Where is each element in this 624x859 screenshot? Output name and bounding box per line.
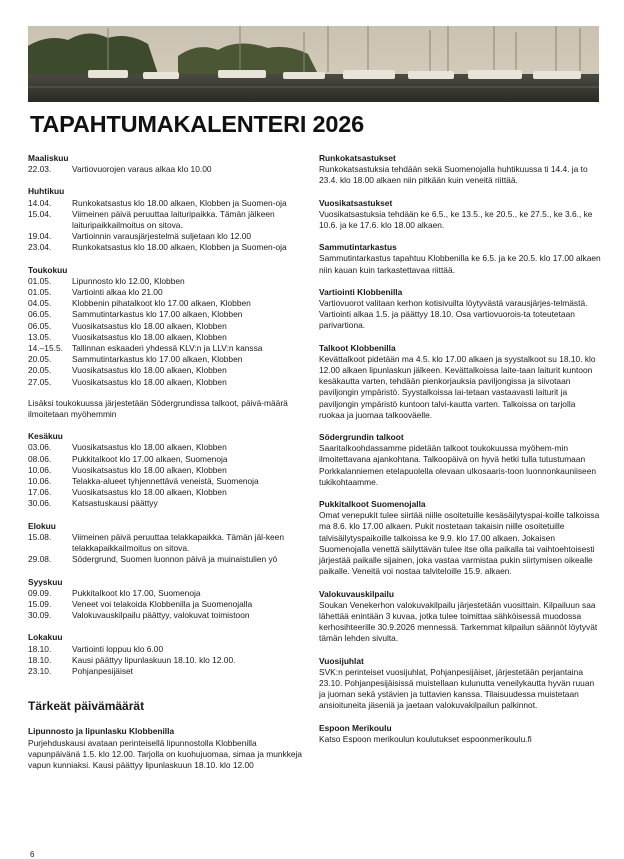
event-text: Pukkitalkoot klo 17.00 alkaen, Suomenoja [72,453,228,464]
event-text: Tallinnan eskaaderi yhdessä KLV:n ja LLV:n kanssa [72,343,263,354]
month-section [28,521,310,566]
event-text: Vuosikatsastus klo 18.00 alkaen, Klobben [72,442,227,453]
event-text: Sammutintarkastus klo 17.00 alkaen, Klobben [72,309,243,320]
info-block-title: Valokuvauskilpailu [319,588,394,599]
event-text: Vartiointi loppuu klo 6.00 [72,643,164,654]
event-text: Vuosikatsastus klo 18.00 alkaen, Klobben [72,320,227,331]
event-text: Vartioinnin varausjärjestelmä suljetaan klo 12.00 [72,231,252,242]
event-text: Vartiointi alkaa klo 21.00 [72,287,163,298]
event-row [28,198,310,209]
event-date: 01.05. [28,275,52,286]
harbor-photo-graphic [28,26,599,102]
event-date: 04.05. [28,298,52,309]
event-date: 03.06. [28,442,52,453]
event-text: Sammutintarkastus klo 17.00 alkaen, Klobben [72,354,243,365]
info-block-title: Vuosikatsastukset [319,197,393,208]
event-date: 19.04. [28,231,52,242]
info-block [319,198,601,232]
info-block-title: Vuosijuhlat [319,655,364,666]
info-block-title: Vartiointi Klobbenilla [319,286,403,297]
event-row [28,666,310,677]
event-text: Viimeinen päivä peruuttaa telakkapaikka. Tämän jäl-keen telakkapaikkailmoitus on sitova. [72,531,284,554]
event-row [28,476,310,487]
event-text: Vuosikatsastus klo 18.00 alkaen, Klobben [72,464,227,475]
event-text: Vuosikatsastus klo 18.00 alkaen, Klobben [72,331,227,342]
info-block-text: Purjehduskausi avataan perinteisellä lipunnostolla Klobbenilla vapunpäivänä 1.5. klo 12.00. Tarjolla on kuohujuomaa, simaa ja munkkeja vapun kunniaksi. Kausi päättyy lipunlaskuun 18.10. klo 12.00 [28,737,303,770]
month-title: Huhtikuu [28,186,65,197]
event-row [28,532,310,554]
event-date: 06.05. [28,309,52,320]
event-text: Viimeinen päivä peruuttaa laituripaikka. Tämän jälkeen laituripaikkailmoitus on sitova. [72,208,275,231]
info-block-text: Soukan Venekerhon valokuvakilpailu järjestetään vuosittain. Kilpailuun saa lähettää enintään 3 kuvaa, jotka tulee toimittaa sähköisessä muodossa kerhosihteerille 30.9.2026 mennessä. Tarkemmat kilpailun säännöt löytyvät tämän lehden sivulta. [319,599,598,644]
calendar-right-column [319,153,601,756]
event-date: 22.03. [28,164,52,175]
event-text: Runkokatsastus klo 18.00 alkaen, Klobben ja Suomen-oja [72,197,287,208]
event-row [28,599,310,610]
event-date: 01.05. [28,287,52,298]
event-text: Valokuvauskilpailu päättyy, valokuvat toimistoon [72,610,250,621]
event-date: 14.–15.5. [28,343,63,354]
event-text: Vuosikatsastus klo 18.00 alkaen, Klobben [72,487,227,498]
event-date: 23.04. [28,242,52,253]
event-row [28,588,310,599]
event-row [28,287,310,298]
info-block-title: Lipunnosto ja lipunlasku Klobbenilla [28,726,175,737]
month-section [28,153,310,175]
page-title: TAPAHTUMAKALENTERI 2026 [30,111,365,137]
event-row [28,487,310,498]
month-title: Lokakuu [28,632,63,643]
month-title: Toukokuu [28,264,68,275]
info-block-title: Runkokatsastukset [319,153,396,163]
event-row [28,343,310,354]
important-left-blocks [28,726,310,771]
event-text: Katsastuskausi päättyy [72,498,158,509]
event-text: Veneet voi telakoida Klobbenilla ja Suomenojalla [72,598,253,609]
info-block-text: Vartiovuorot valitaan kerhon kotisivuilta löytyvästä varausjärjes-telmästä. Vartiointi alkaa 1.5. ja päättyy 18.10. Osa vartiovuorois-ta toteutetaan parivartiona. [319,298,588,331]
important-right-blocks [319,153,601,745]
info-block [319,589,601,645]
info-block [319,723,601,745]
month-section [28,265,310,388]
event-text: Kausi päättyy lipunlaskuun 18.10. klo 12.00. [72,654,236,665]
event-row [28,365,310,376]
month-section [28,431,310,509]
info-block-text: Omat venepukit tulee siirtää niille osoitetuille kesäsäilytyspai-koille talkoissa ma 8.6. klo 17.00 alkaen. Pukit nostetaan takaisin niille osoitetuille talvisäilytyspaikoille talkoissa ke 9.9. klo 17.00 alkaen. Jokaisen Suomenojalla venettä säilyttävän tulee itse olla paikalla tai vaihtoehtoisesti järjestää paikalle sijainen, joka vastaa varmistaa pukin siirtymisen oikealle paikalle. Veneitä voi nostaa talviteloille 15.9. alkaen. [319,510,600,577]
event-text: Telakka-alueet tyhjennettävä veneistä, Suomenoja [72,476,259,487]
info-block-text: Katso Espoon merikoulun koulutukset espoonmerikoulu.fi [319,733,532,744]
event-row [28,465,310,476]
event-row [28,231,310,242]
event-row [28,298,310,309]
month-title: Elokuu [28,520,56,531]
event-row [28,498,310,509]
info-block [319,287,601,332]
event-date: 10.06. [28,464,52,475]
event-date: 15.09. [28,598,52,609]
important-dates-heading: Tärkeät päivämäärät [28,699,145,714]
event-text: Södergrund, Suomen luonnon päivä ja muinaistulien yö [72,554,278,565]
month-section [28,577,310,622]
month-section [28,632,310,677]
event-date: 23.10. [28,665,52,676]
event-row [28,377,310,388]
event-date: 17.06. [28,487,52,498]
info-block [319,242,601,276]
event-text: Pukkitalkoot klo 17.00, Suomenoja [72,587,201,598]
event-date: 18.10. [28,654,52,665]
info-block-title: Talkoot Klobbenilla [319,342,396,353]
event-date: 29.08. [28,554,52,565]
event-date: 13.05. [28,331,52,342]
info-block-text: Saaritalkoohdassamme pidetään talkoot toukokuussa myöhem-min ilmoitettavana ajankohtana. Talkoopäivä on hyvä hetki tulla tutustumaan Porkkalanniemen etelapuolella olevaan ulkosaaris-toon luonnonkauniiseen tukikohtaamme. [319,443,597,487]
event-date: 15.04. [28,208,52,219]
calendar-left-column [28,153,310,782]
info-block-text: Runkokatsastuksia tehdään sekä Suomenojalla huhtikuussa ti 14.4. ja to 23.4. klo 18.00 alkaen niin pitkään kuin veneitä riittää. [319,164,588,186]
info-block-text: Sammutintarkastus tapahtuu Klobbenilla ke 6.5. ja ke 20.5. klo 17.00 alkaen niin kauan kuin tarkastettavaa riittää. [319,253,601,275]
info-block-title: Espoon Merikoulu [319,722,392,733]
event-text: Pohjanpesijäiset [72,665,133,676]
harbor-photo [28,26,599,102]
info-block [319,343,601,421]
event-date: 09.09. [28,587,52,598]
info-block-title: Pukkitalkoot Suomenojalla [319,499,426,510]
info-block-title: Södergrundin talkoot [319,432,404,443]
event-date: 14.04. [28,197,52,208]
month-section [28,186,310,253]
info-block [319,432,601,488]
event-date: 20.05. [28,365,52,376]
event-text: Vuosikatsastus klo 18.00 alkaen, Klobben [72,365,227,376]
event-row [28,276,310,287]
page-number: 6 [30,850,35,859]
event-row [28,644,310,655]
event-text: Vartiovuorojen varaus alkaa klo 10.00 [72,164,212,175]
event-row [28,321,310,332]
info-block [319,499,601,577]
event-text: Lipunnosto klo 12.00, Klobben [72,275,185,286]
info-block [28,726,310,771]
month-title: Kesäkuu [28,431,63,442]
event-date: 30.09. [28,610,52,621]
event-text: Klobbenin pihatalkoot klo 17.00 alkaen, Klobben [72,298,251,309]
info-block-title: Sammutintarkastus [319,242,397,253]
event-date: 30.06. [28,498,52,509]
event-text: Runkokatsastus klo 18.00 alkaen, Klobben ja Suomen-oja [72,242,287,253]
info-block-text: SVK:n perinteiset vuosijuhlat, Pohjanpesijäiset, järjestetään perjantaina 23.10. Pohjanpesijäisissä muistellaan kulunutta veneilykautta hyvän ruuan ja juoman sekä ystävien ja tuttavien kanssa. Tilaisuudessa muistetaan ansioituneita jäseniä ja jaetaan valokuvakilpailun palkinnot. [319,666,595,711]
month-list [28,153,310,677]
info-block-text: Kevättalkoot pidetään ma 4.5. klo 17.00 alkaen ja syystalkoot su 18.10. klo 12.00 alkaen lipunlaskun jälkeen. Kevättalkoissa laite-taan laiturit kuntoon kesäkautta varten, tehdään pienkorjauksia paviljongissa ja siivotaan paviljongin ympäristö. Syystalkoissa lai-tetaan vastaavasti laiturit ja paviljongin ympäristö kuntoon talvi-kautta varten. Talkoissa on tarjolla ruokaa ja juomaa talkooväelle. [319,353,596,420]
event-row [28,354,310,365]
event-row [28,610,310,621]
info-block-text: Vuosikatsastuksia tehdään ke 6.5., ke 13.5., ke 20.5., ke 27.5., ke 3.6., ke 10.6. ja ke 17.6. klo 18.00 alkaen. [319,208,593,231]
event-date: 15.08. [28,531,52,542]
event-date: 27.05. [28,376,52,387]
event-row [28,442,310,453]
event-date: 06.05. [28,320,52,331]
event-row [28,332,310,343]
info-block [319,153,601,187]
event-date: 18.10. [28,643,52,654]
month-note: Lisäksi toukokuussa järjestetään Södergrundissa talkoot, päivä-määrä ilmoitetaan myöhemmin [28,397,288,420]
event-date: 10.06. [28,476,52,487]
event-row [28,242,310,253]
month-title: Syyskuu [28,576,63,587]
info-block [319,656,601,712]
event-date: 20.05. [28,354,52,365]
event-date: 08.06. [28,453,52,464]
event-row [28,309,310,320]
event-row [28,454,310,465]
event-row [28,209,310,231]
event-row [28,655,310,666]
event-row [28,554,310,565]
event-text: Vuosikatsastus klo 18.00 alkaen, Klobben [72,376,227,387]
event-row [28,164,310,175]
month-title: Maaliskuu [28,153,69,163]
